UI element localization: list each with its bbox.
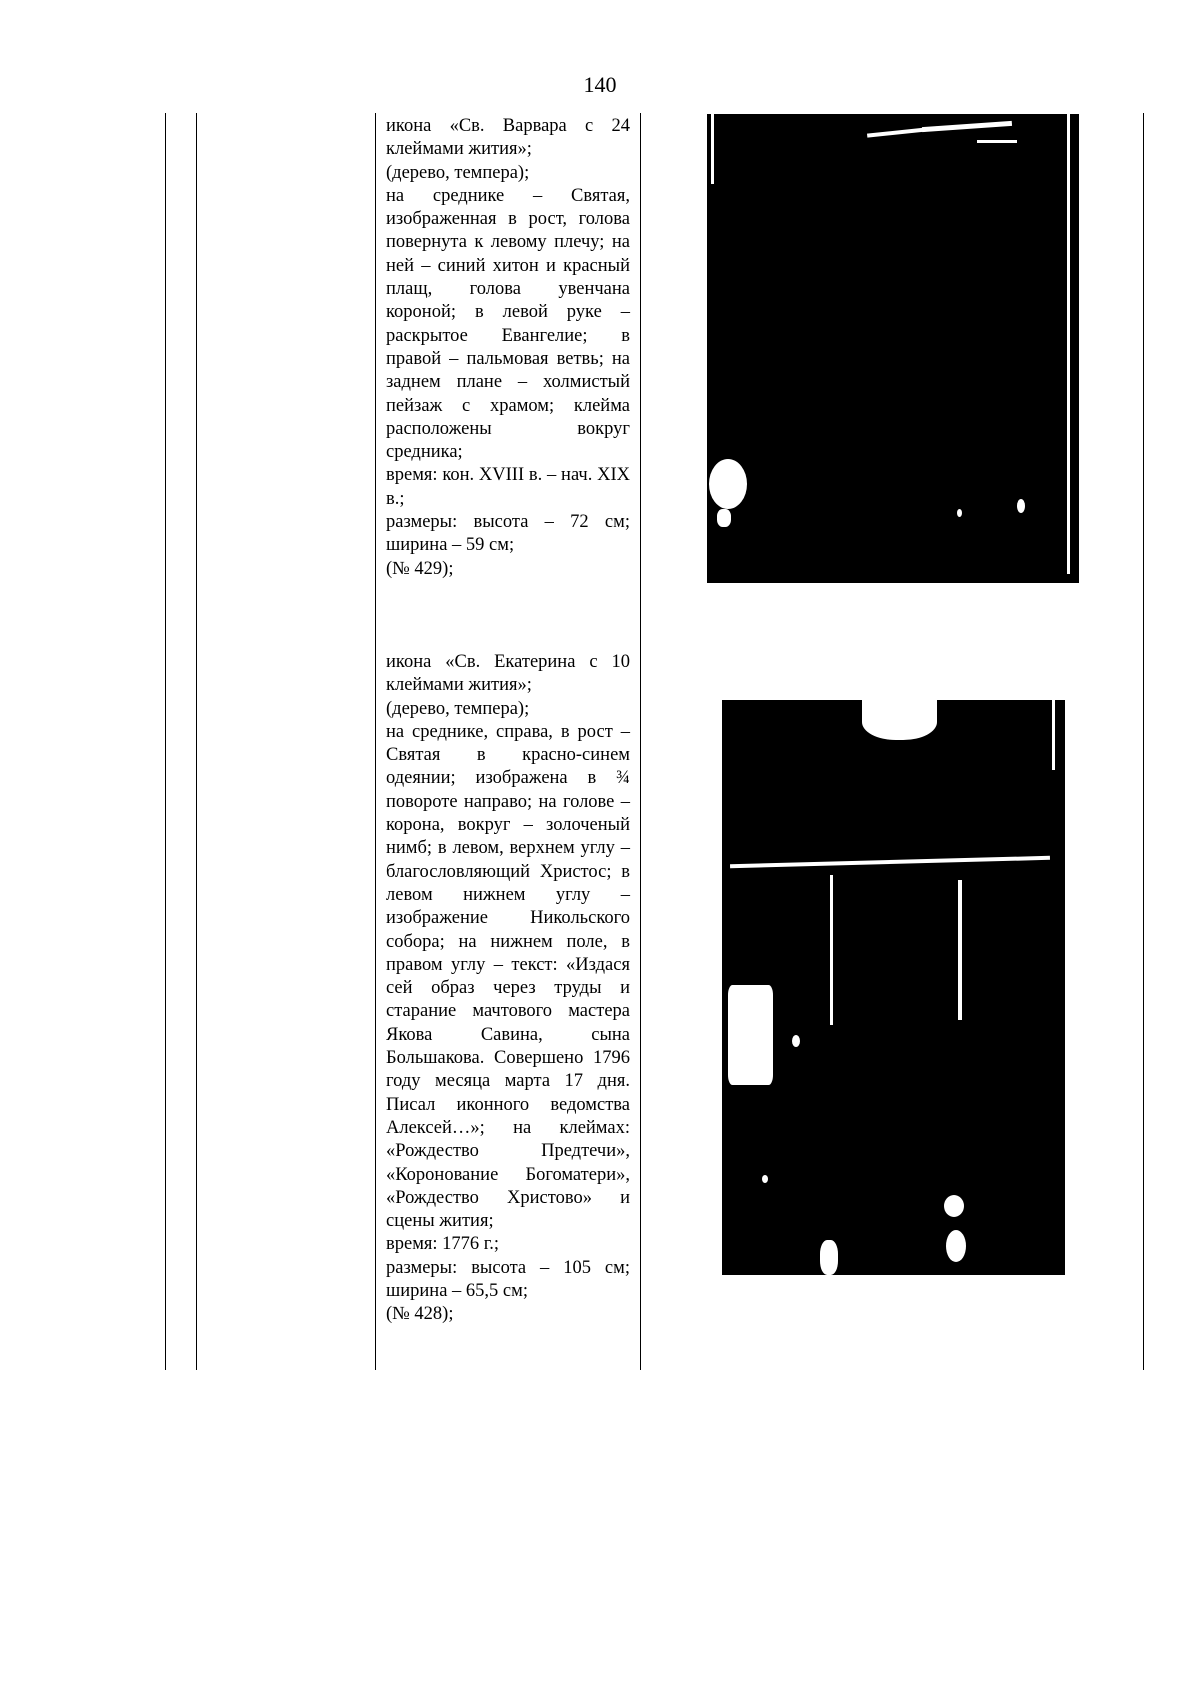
entry-title: икона «Св. Екатерина с 10 клеймами жития»;	[386, 652, 630, 696]
photo-highlight	[944, 1195, 964, 1217]
icon-photo-st-catherine	[722, 700, 1065, 1275]
photo-highlight	[711, 114, 714, 184]
entry-title: икона «Св. Варвара с 24 клеймами жития»;	[386, 116, 630, 160]
entry-inventory-number: (№ 429);	[386, 558, 454, 579]
entry-dimensions: размеры: высота – 72 см; ширина – 59 см;	[386, 512, 630, 556]
photo-highlight	[957, 509, 962, 517]
photo-highlight	[1052, 700, 1055, 770]
photo-highlight	[922, 121, 1012, 132]
photo-highlight	[762, 1175, 768, 1183]
entry-inventory-number: (№ 428);	[386, 1304, 454, 1325]
photo-highlight	[977, 140, 1017, 143]
photo-highlight	[709, 459, 747, 509]
photo-highlight	[820, 1240, 838, 1275]
photo-highlight	[792, 1035, 800, 1047]
photo-highlight	[730, 856, 1050, 868]
icon-photo-st-barbara	[707, 114, 1079, 583]
catalog-entry-429	[386, 115, 630, 581]
photo-highlight	[1067, 114, 1070, 574]
photo-highlight	[1017, 499, 1025, 513]
table-border-left-inner	[196, 113, 197, 1370]
photo-highlight	[862, 700, 937, 740]
entry-dimensions: размеры: высота – 105 см; ширина – 65,5 см;	[386, 1257, 630, 1302]
entry-material: (дерево, темпера);	[386, 162, 530, 183]
entry-date: время: кон. XVIII в. – нач. XIX в.;	[386, 465, 630, 509]
photo-highlight	[946, 1230, 966, 1262]
table-border-column-3	[640, 113, 641, 1370]
table-border-right	[1143, 113, 1144, 1370]
entry-description: на среднике, справа, в рост – Святая в красно-синем одеянии; изображена в ¾ повороте направо; на голове – корона, вокруг – золоченый нимб; в левом, верхнем углу – благословляющий Христос; в левом нижнем углу – изображение Никольского собора; на нижнем поле, в правом углу – текст: «Издася сей образ через труды и старание мачтового мастера Якова Савина, сына Большакова. Совершено 1796 году месяца марта 17 дня. Писал иконного ведомства Алексей…»; на клеймах: «Рождество Предтечи», «Коронование Богоматери», «Рождество Христово» и сцены жития;	[386, 721, 630, 1232]
photo-highlight	[830, 875, 833, 1025]
photo-highlight	[717, 509, 731, 527]
table-border-left-outer	[165, 113, 166, 1370]
catalog-entry-428	[386, 651, 630, 1327]
entry-description: на среднике – Святая, изображенная в рост, голова повернута к левому плечу; на ней – синий хитон и красный плащ, голова увенчана короной; в левой руке – раскрытое Евангелие; в правой – пальмовая ветвь; на заднем плане – холмистый пейзаж с храмом; клейма расположены вокруг средника;	[386, 185, 630, 463]
photo-highlight	[728, 985, 773, 1085]
entry-date: время: 1776 г.;	[386, 1234, 500, 1255]
photo-highlight	[958, 880, 962, 1020]
page-number: 140	[583, 72, 617, 97]
entry-material: (дерево, темпера);	[386, 698, 530, 719]
table-border-column-2	[375, 113, 376, 1370]
